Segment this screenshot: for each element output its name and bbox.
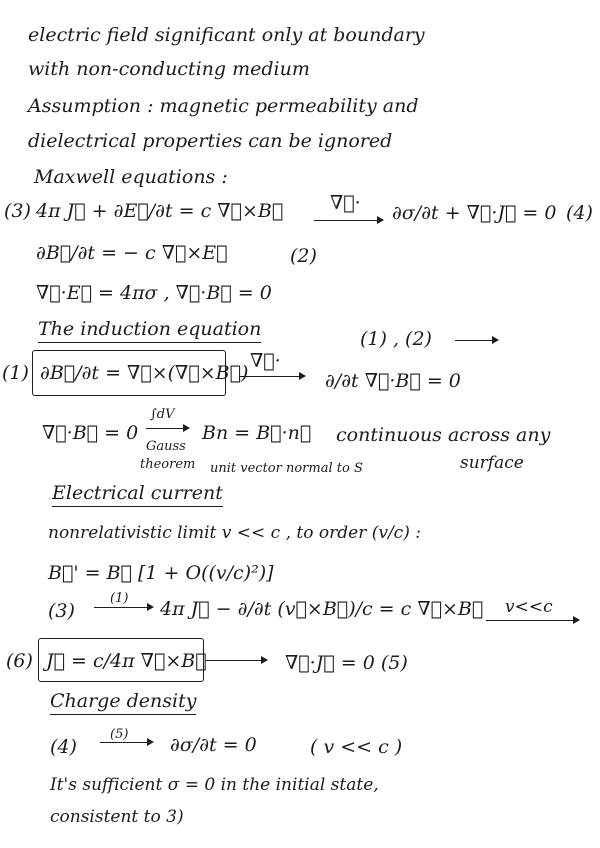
text-nonrelativistic-limit: nonrelativistic limit v << c , to order (v/c) : <box>48 523 421 543</box>
text-line-electric-field: electric field significant only at boundary <box>28 24 425 46</box>
heading-maxwell-equations: Maxwell equations : <box>34 166 228 188</box>
equation-ddt-div-b: ∂/∂t ∇⃗·B⃗ = 0 <box>325 370 461 392</box>
equation-tag-6: (6) <box>6 650 33 672</box>
current-title-text: Electrical current <box>52 482 223 507</box>
arrow-icon <box>486 620 578 621</box>
text-continuous: continuous across any <box>336 424 551 446</box>
equation-induction: ∂B⃗/∂t = ∇⃗×(∇⃗×B⃗) <box>40 362 249 384</box>
text-consistent: consistent to 3) <box>50 807 184 827</box>
equation-div-b-zero: ∇⃗·B⃗ = 0 <box>42 422 139 444</box>
induction-title-text: The induction equation <box>38 318 261 343</box>
text-surface: surface <box>460 453 524 473</box>
equation-tag-2: (2) <box>290 245 317 267</box>
divergence-operator: ∇⃗· <box>250 350 281 372</box>
equation-continuity: ∂σ/∂t + ∇⃗·J⃗ = 0 <box>392 202 557 224</box>
arrow-icon <box>94 607 152 608</box>
heading-electrical-current <box>52 482 223 504</box>
integral-dv: ∫dV <box>150 407 175 422</box>
equation-tag-1: (1) <box>2 362 29 384</box>
text-unit-vector: unit vector normal to S <box>210 461 363 476</box>
equation-tag-4: (4) <box>566 202 593 224</box>
arrow-icon <box>240 376 304 377</box>
equation-tag-3b: (3) <box>48 600 75 622</box>
equation-b-prime: B⃗' = B⃗ [1 + O((v/c)²)] <box>48 562 274 584</box>
label-gauss: Gauss <box>146 439 186 454</box>
arrow-icon <box>314 220 382 221</box>
text-line-dielectric: dielectrical properties can be ignored <box>28 130 393 152</box>
text-line-boundary: with non-conducting medium <box>28 58 310 80</box>
arrow-icon <box>455 340 497 341</box>
equation-normal-component: Bn = B⃗·n⃗ <box>202 422 312 444</box>
equation-current-density: J⃗ = c/4π ∇⃗×B⃗ <box>46 650 207 672</box>
equation-tag-3: (3) <box>4 200 31 222</box>
divergence-operator: ∇⃗· <box>330 192 361 214</box>
equation-dsigma-dt: ∂σ/∂t = 0 <box>170 734 257 756</box>
arrow-icon <box>146 428 188 429</box>
text-v-much-less-c-2: ( v << c ) <box>310 736 403 758</box>
charge-title-text: Charge density <box>50 690 196 715</box>
text-v-much-less-c: v<<c <box>505 597 553 617</box>
heading-charge-density <box>50 690 196 712</box>
equation-ampere: 4π J⃗ + ∂E⃗/∂t = c ∇⃗×B⃗ <box>36 200 284 222</box>
label-theorem: theorem <box>140 457 196 472</box>
equation-faraday: ∂B⃗/∂t = − c ∇⃗×E⃗ <box>36 242 228 264</box>
reference-1: (1) <box>110 591 129 606</box>
equation-tag-4b: (4) <box>50 736 77 758</box>
equation-ampere-nonrel: 4π J⃗ − ∂/∂t (v⃗×B⃗)/c = c ∇⃗×B⃗ <box>160 598 484 620</box>
equation-divergence: ∇⃗·E⃗ = 4πσ , ∇⃗·B⃗ = 0 <box>36 282 272 304</box>
arrow-icon <box>100 742 152 743</box>
reference-1-2: (1) , (2) <box>360 328 432 350</box>
text-line-assumption: Assumption : magnetic permeability and <box>28 95 419 117</box>
heading-induction-equation <box>38 318 261 340</box>
arrow-icon <box>206 660 266 661</box>
equation-div-j: ∇⃗·J⃗ = 0 (5) <box>285 652 408 674</box>
reference-5: (5) <box>110 727 129 742</box>
text-sufficient-sigma: It's sufficient σ = 0 in the initial state, <box>50 775 379 795</box>
